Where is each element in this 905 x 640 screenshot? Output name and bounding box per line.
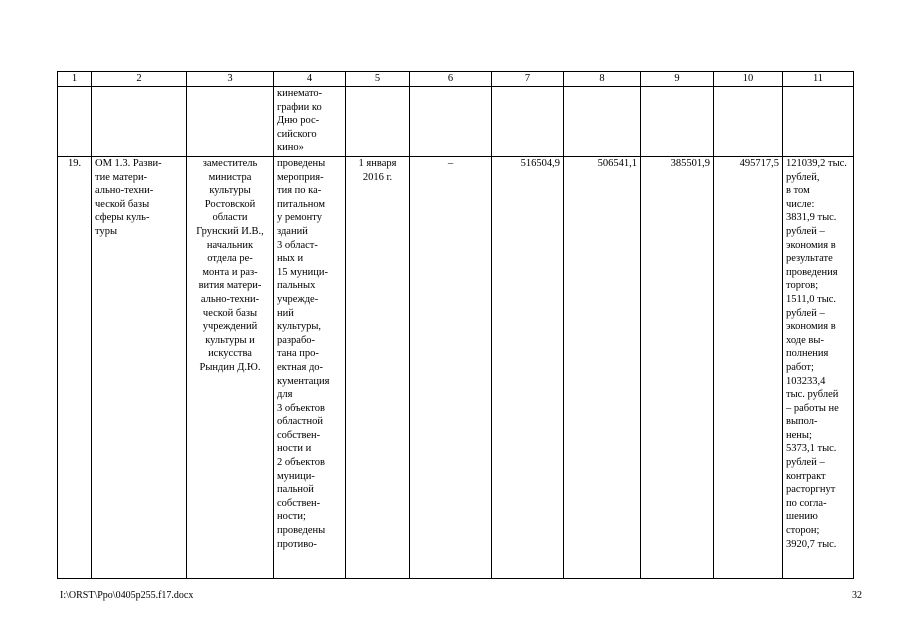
header-cell-9: 9	[641, 72, 714, 87]
header-cell-2: 2	[92, 72, 187, 87]
cont-cell-9	[641, 87, 714, 157]
header-cell-3: 3	[187, 72, 274, 87]
cont-cell-10	[714, 87, 783, 157]
row-number: 19.	[58, 157, 92, 579]
col10-value: 495717,5	[714, 157, 783, 579]
cont-cell-1	[58, 87, 92, 157]
header-cell-8: 8	[564, 72, 641, 87]
cont-cell-result: кинемато- графии ко Дню рос- сийского кино»	[274, 87, 346, 157]
header-cell-5: 5	[346, 72, 410, 87]
header-cell-10: 10	[714, 72, 783, 87]
header-cell-6: 6	[410, 72, 492, 87]
measure-name: ОМ 1.3. Разви- тие матери- ально-техни- ческой базы сферы куль- туры	[92, 157, 187, 579]
cont-cell-2	[92, 87, 187, 157]
header-row	[58, 72, 854, 87]
col8-value: 506541,1	[564, 157, 641, 579]
col6-value: –	[410, 157, 492, 579]
header-cell-1: 1	[58, 72, 92, 87]
col7-value: 516504,9	[492, 157, 564, 579]
table-row	[58, 157, 854, 579]
cont-cell-3	[187, 87, 274, 157]
cont-cell-5	[346, 87, 410, 157]
header-cell-4: 4	[274, 72, 346, 87]
start-date: 1 января 2016 г.	[346, 157, 410, 579]
responsible-executor: заместитель министра культуры Ростовской области Грунский И.В., начальник отдела ре- монта и раз- вития матери- ально-техни- ческой базы учреждений культуры и искусства Рындин Д.Ю.	[187, 157, 274, 579]
col9-value: 385501,9	[641, 157, 714, 579]
col11-notes: 121039,2 тыс. рублей, в том числе: 3831,9 тыс. рублей – экономия в результате проведения торгов; 1511,0 тыс. рублей – экономия в ходе вы- полнения работ; 103233,4 тыс. рублей – работы не выпол- нены; 5373,1 тыс. рублей – контракт расторгнут по согла- шению сторон; 3920,7 тыс.	[783, 157, 854, 579]
header-cell-7: 7	[492, 72, 564, 87]
expected-result: проведены мероприя- тия по ка- питальном у ремонту зданий 3 област- ных и 15 муници- пальных учрежде- ний культуры, разрабо- тана про- ектная до- кументация для 3 объектов областной собствен- ности и 2 объектов муници- пальной собствен- ности; проведены противо-	[274, 157, 346, 579]
footer-file-path: I:\ORST\Ppo\0405p255.f17.docx	[60, 590, 194, 601]
cont-cell-11	[783, 87, 854, 157]
report-table	[57, 71, 854, 579]
header-cell-11: 11	[783, 72, 854, 87]
cont-cell-6	[410, 87, 492, 157]
continuation-row	[58, 87, 854, 157]
cont-cell-8	[564, 87, 641, 157]
page-number: 32	[852, 590, 862, 601]
cont-cell-7	[492, 87, 564, 157]
